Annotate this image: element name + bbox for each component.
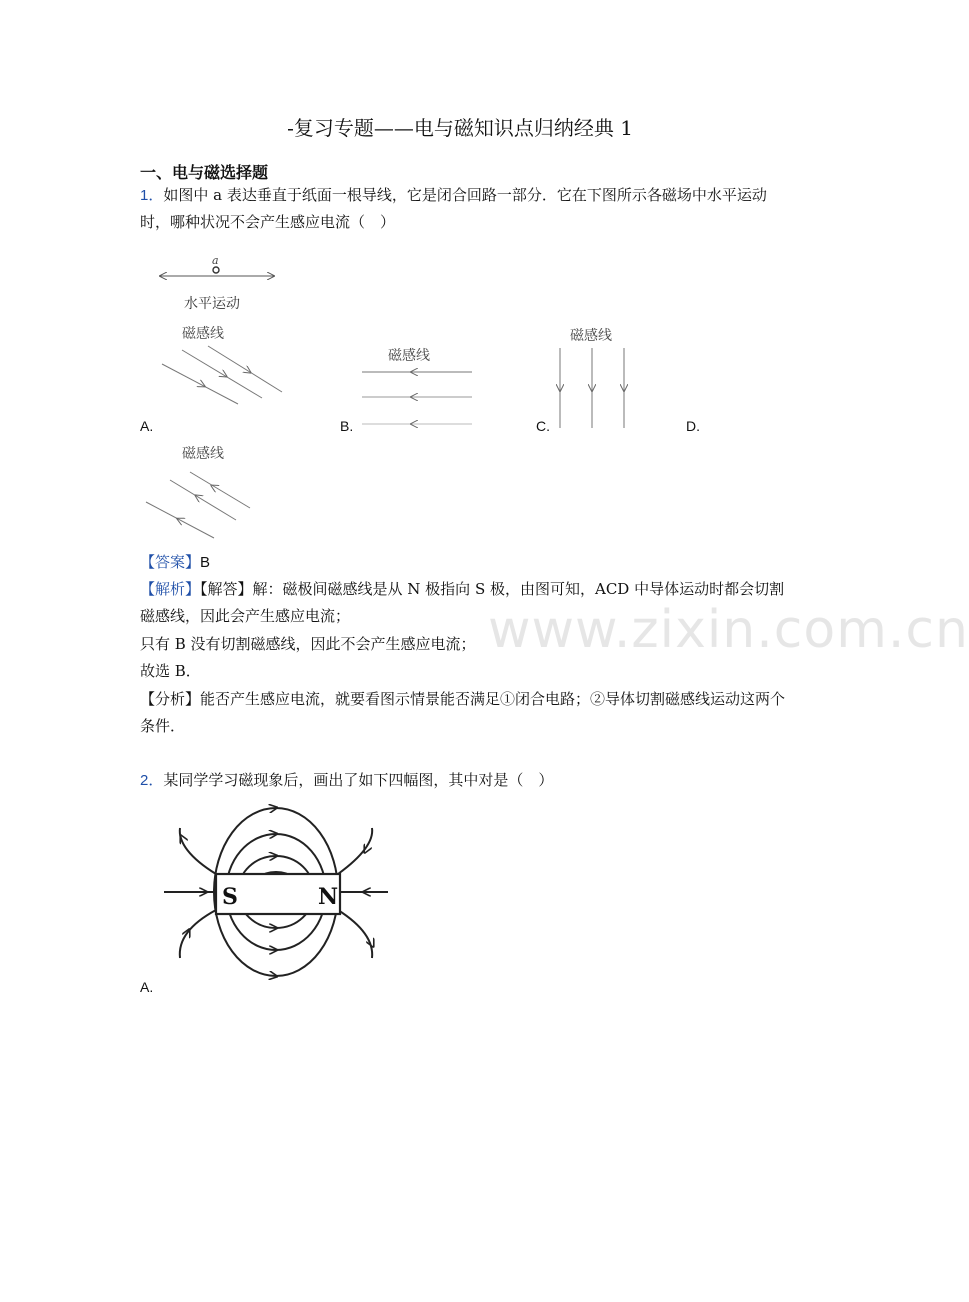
wire-dot [213,267,219,273]
wire-label: a [212,254,219,267]
svg-text:磁感线: 磁感线 [388,348,430,364]
field-label: 磁感线 [182,326,224,342]
analysis-line-2: 只有 B 没有切割磁感线，因此不会产生感应电流； [140,635,476,653]
motion-label: 水平运动 [184,296,240,312]
magnet-pole-n: N [318,884,339,910]
q2-option-a-label: A. [140,979,154,995]
question-2 [140,767,785,794]
question-2-number: 2． [140,772,164,789]
option-b-figure [358,342,478,434]
analysis-line-1: 【解析】【解答】解：磁极间磁感线是从 N 极指向 S 极，由图可知，ACD 中导体运动时都会切割磁感线，因此会产生感应电流； [140,580,785,625]
watermark: www.zixin.com.cn [488,600,969,660]
question-1 [140,182,785,236]
page-title: -复习专题——电与磁知识点归纳经典 1 [287,116,633,140]
answer-line [140,549,785,576]
svg-text:磁感线: 磁感线 [182,446,224,462]
option-d-figure [144,440,254,542]
analysis-tag: 【解析】 [140,580,201,598]
option-c-label: C. [536,418,550,434]
option-b-label: B. [340,418,354,434]
analysis-line-4: 【分析】能否产生感应电流，就要看图示情景能否满足①闭合电路；②导体切割磁感线运动这两个条件． [140,690,786,735]
q1-motion-figure [150,250,290,316]
option-d-label: D. [686,418,700,434]
question-2-text: 某同学学习磁现象后，画出了如下四幅图，其中对是（ ） [163,771,554,789]
magnet-pole-s: S [222,884,238,910]
answer-value: B [200,554,211,571]
bar-magnet-figure [160,808,394,992]
question-1-text: 如图中 a 表达垂直于纸面一根导线，它是闭合回路一部分．它在下图所示各磁场中水平运动时，哪种状况不会产生感应电流（ ） [140,186,767,231]
option-c-figure [552,324,642,430]
option-a-label: A. [140,418,154,434]
option-a-figure [158,320,288,406]
svg-text:磁感线: 磁感线 [570,328,612,344]
answer-tag: 【答案】 [140,553,201,571]
section-heading: 一、电与磁选择题 [140,163,269,182]
analysis-line-3: 故选 B． [140,662,201,680]
question-1-number: 1． [140,187,164,204]
